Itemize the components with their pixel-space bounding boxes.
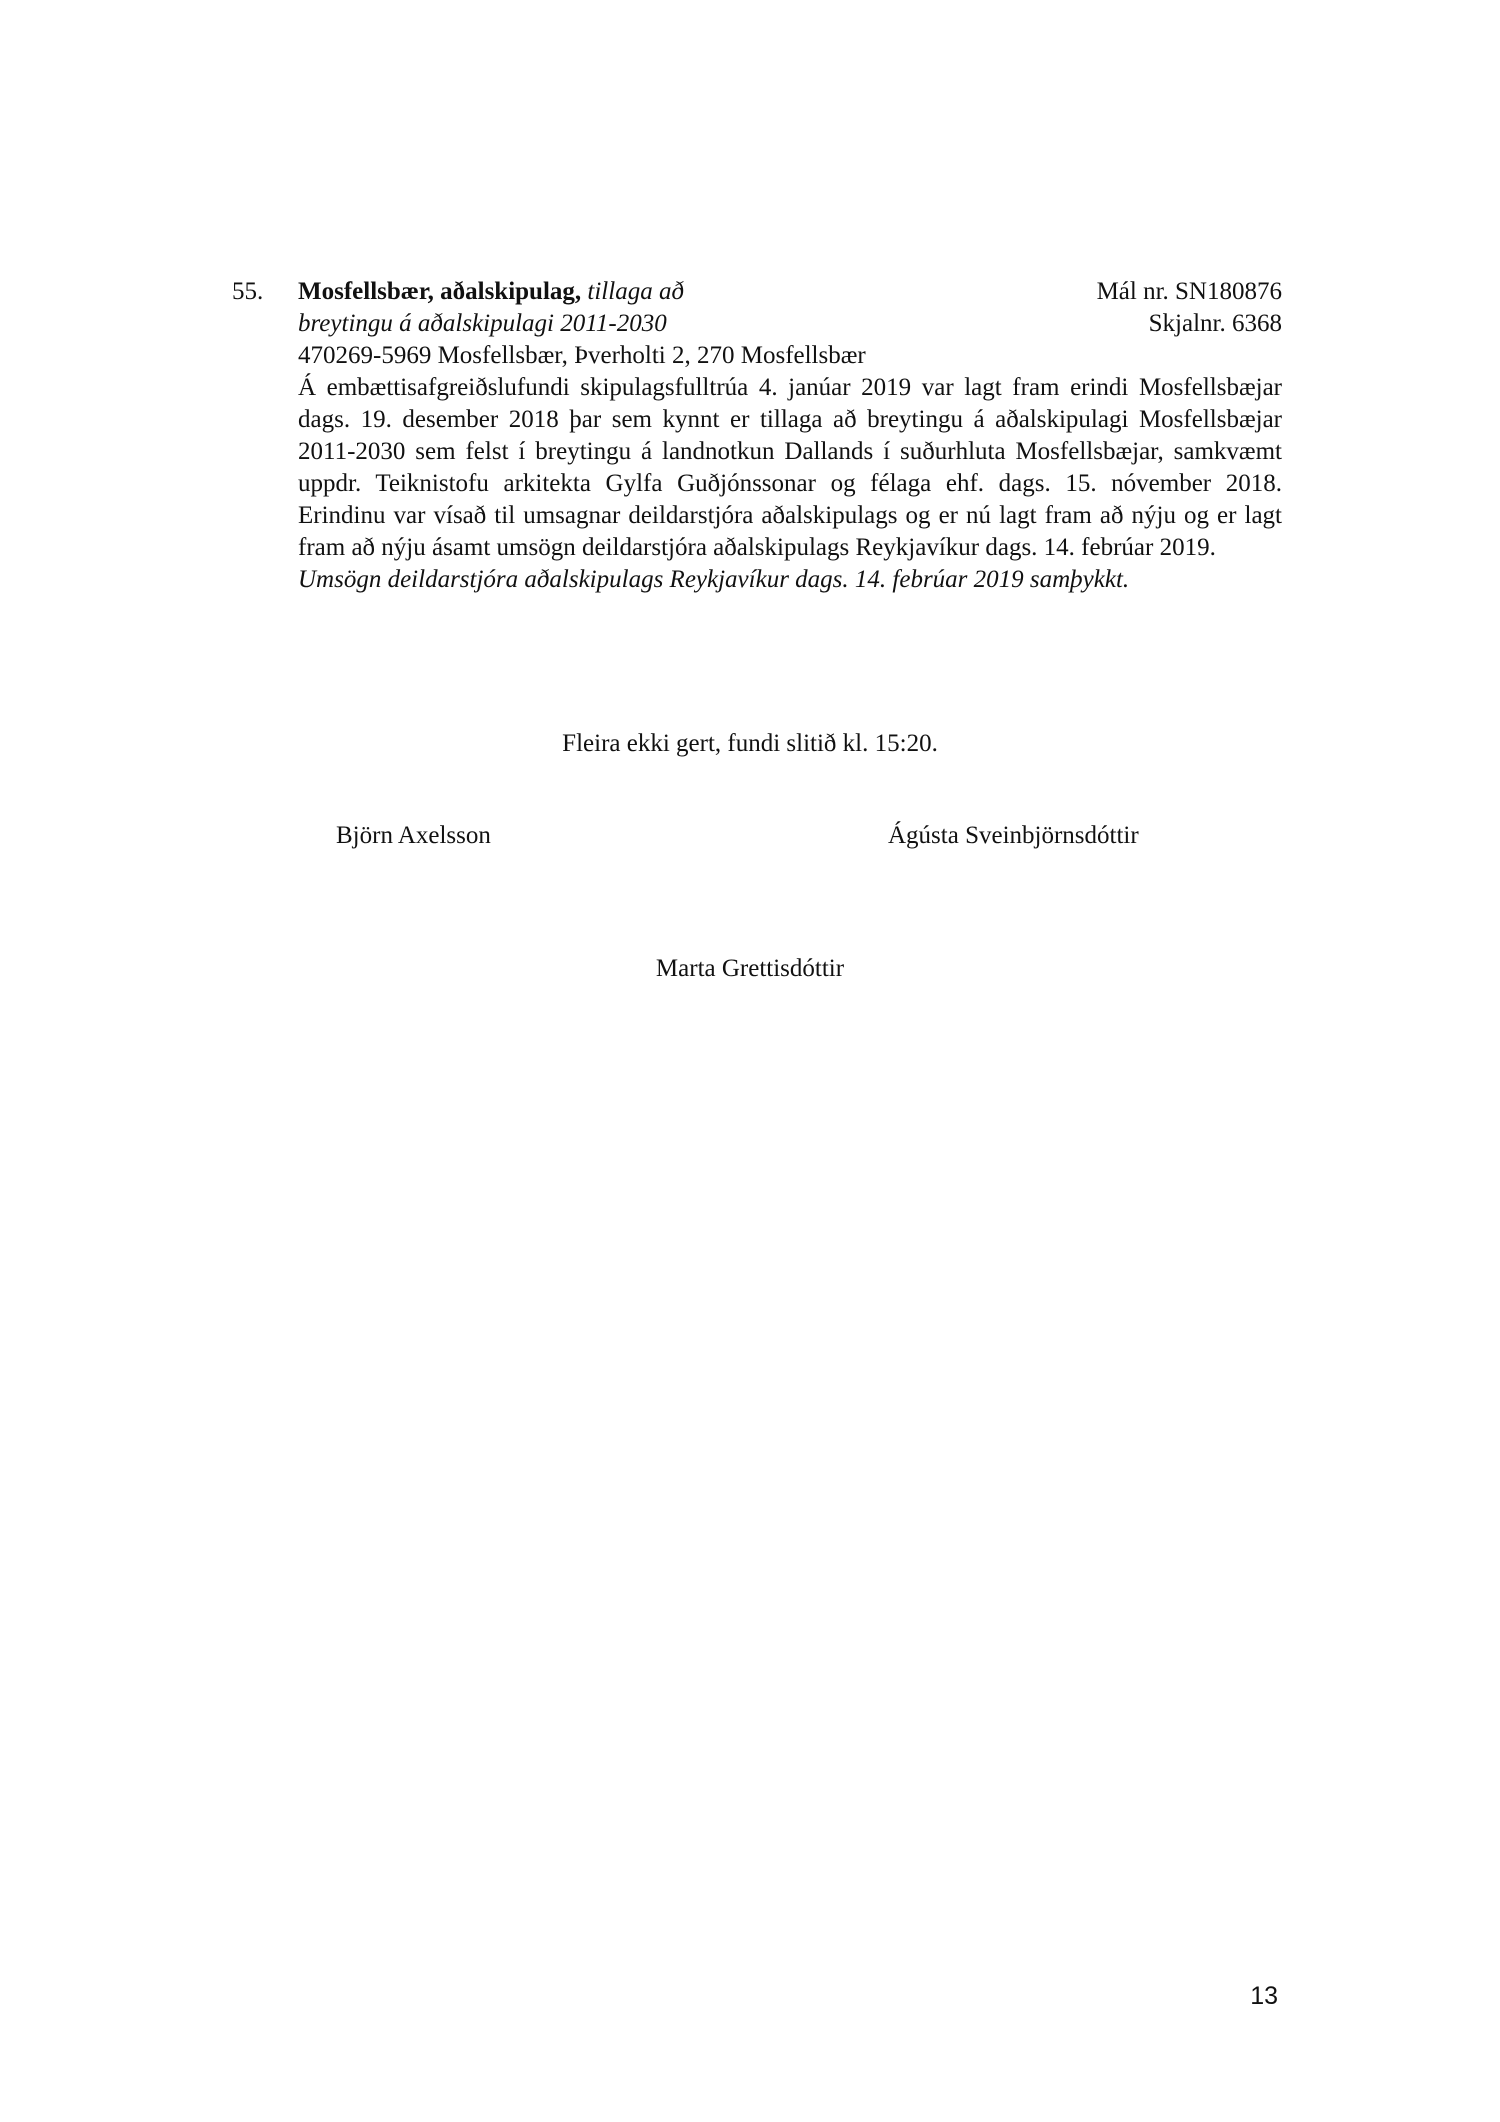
item-body	[298, 276, 1282, 596]
item-title-italic-1: tillaga að	[587, 278, 684, 305]
item-title-bold: Mosfellsbær, aðalskipulag,	[298, 278, 582, 305]
item-title-line-1	[298, 276, 684, 308]
closing-statement: Fleira ekki gert, fundi slitið kl. 15:20.	[562, 730, 938, 757]
signature-1: Björn Axelsson	[336, 822, 491, 849]
item-number: 55.	[232, 278, 264, 305]
item-heading-row-2	[298, 308, 1282, 340]
page-number: 13	[1250, 1982, 1278, 2010]
document-number: Skjalnr. 6368	[1148, 310, 1282, 337]
case-number: Mál nr. SN180876	[1096, 278, 1282, 305]
signature-2: Ágústa Sveinbjörnsdóttir	[888, 822, 1139, 849]
applicant: 470269-5969 Mosfellsbær, Þverholti 2, 270 Mosfellsbær	[298, 342, 866, 369]
signature-3: Marta Grettisdóttir	[655, 955, 845, 982]
item-heading-row-1	[298, 276, 1282, 308]
item-description: Á embættisafgreiðslufundi skipulagsfulltrúa 4. janúar 2019 var lagt fram erindi Mosfellsbæjar dags. 19. desember 2018 þar sem kynnt er tillaga að breytingu á aðalskipulagi Mosfellsbæjar 2011-2030 sem felst í breytingu á landnotkun Dallands í suðurhluta Mosfellsbæjar, samkvæmt uppdr. Teiknistofu arkitekta Gylfa Guðjónssonar og félaga ehf. dags. 15. nóvember 2018. Erindinu var vísað til umsagnar deildarstjóra aðalskipulags og er nú lagt fram að nýju og er lagt fram að nýju ásamt umsögn deildarstjóra aðalskipulags Reykjavíkur dags. 14. febrúar 2019.	[298, 374, 1282, 561]
item-title-italic-2: breytingu á aðalskipulagi 2011-2030	[298, 310, 667, 337]
item-decision: Umsögn deildarstjóra aðalskipulags Reykjavíkur dags. 14. febrúar 2019 samþykkt.	[298, 566, 1130, 593]
